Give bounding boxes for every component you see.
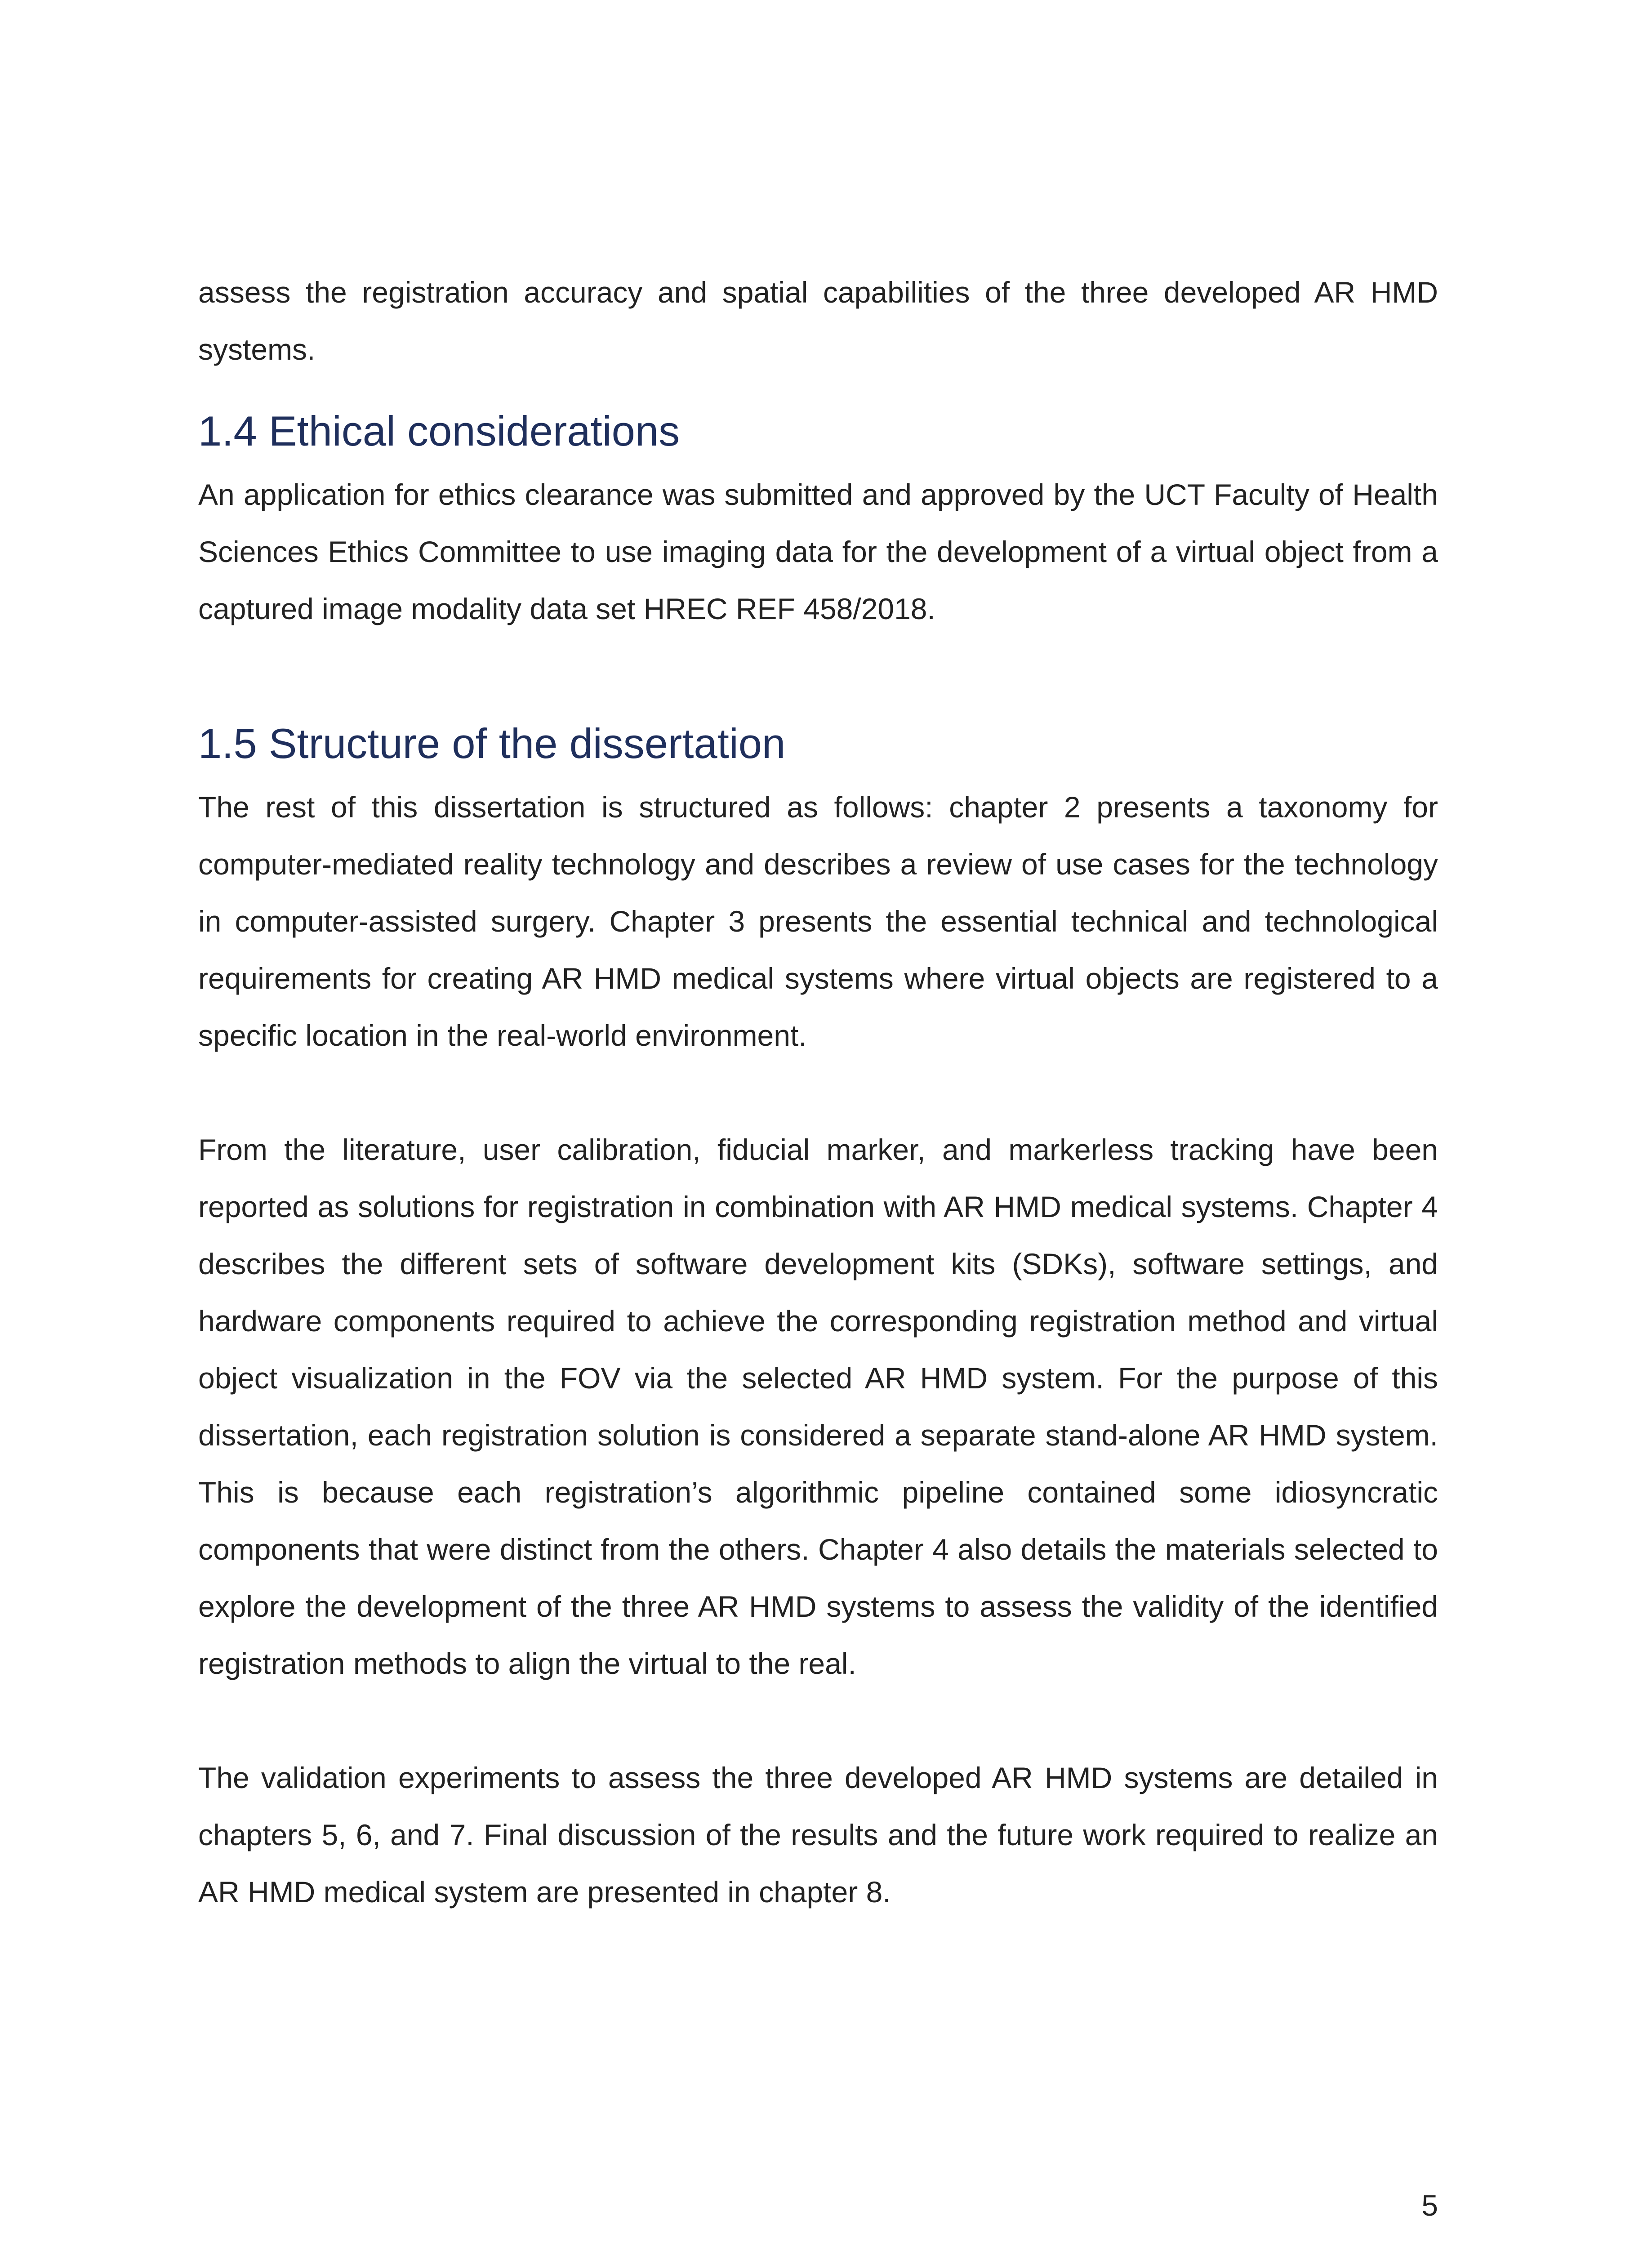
structure-paragraph-2: From the literature, user calibration, fiducial marker, and markerless tracking have been reported as solutions for registration in combination with AR HMD medical systems. Chapter 4 describes the different sets of software development kits (SDKs), software settings, and hardware components required to achieve the corresponding registration method and virtual object visualization in the FOV via the selected AR HMD system. For the purpose of this dissertation, each registration solution is considered a separate stand-alone AR HMD system. This is because each registration’s algorithmic pipeline contained some idiosyncratic components that were distinct from the others. Chapter 4 also details the materials selected to explore the development of the three AR HMD systems to assess the validity of the identified registration methods to align the virtual to the real. bbox=[198, 1133, 1438, 1680]
section-heading-structure-of-dissertation: 1.5 Structure of the dissertation bbox=[198, 720, 786, 767]
section-heading-ethical-considerations: 1.4 Ethical considerations bbox=[198, 407, 680, 455]
structure-paragraph-1: The rest of this dissertation is structured as follows: chapter 2 presents a taxonomy for computer-mediated reality technology and describes a review of use cases for the technology in computer-assisted surgery. Chapter 3 presents the essential technical and technological requirements for creating AR HMD medical systems where virtual objects are registered to a specific location in the real-world environment. bbox=[198, 790, 1438, 1052]
ethical-considerations-paragraph: An application for ethics clearance was submitted and approved by the UCT Faculty of Health Sciences Ethics Committee to use imaging data for the development of a virtual object from a captured image modality data set HREC REF 458/2018. bbox=[198, 478, 1438, 625]
structure-paragraph-3: The validation experiments to assess the three developed AR HMD systems are detailed in chapters 5, 6, and 7. Final discussion of the results and the future work required to realize an AR HMD medical system are presented in chapter 8. bbox=[198, 1761, 1438, 1909]
page-number: 5 bbox=[1421, 2189, 1438, 2222]
page-content bbox=[198, 264, 1438, 1921]
intro-continuation-paragraph: assess the registration accuracy and spatial capabilities of the three developed AR HMD systems. bbox=[198, 276, 1438, 366]
